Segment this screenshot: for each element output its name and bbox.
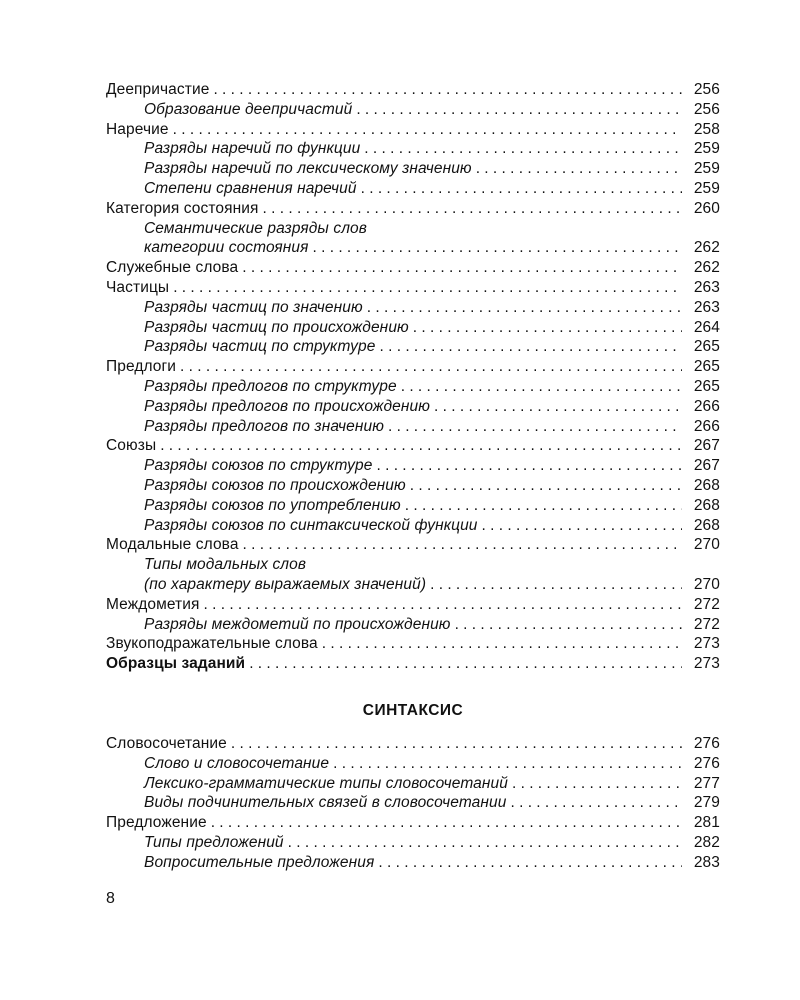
toc-entry: [106, 278, 720, 298]
toc-entry-title: Разряды наречий по функции: [144, 140, 361, 158]
toc-entry-title: Союзы: [106, 437, 157, 455]
toc-entry-title: Междометия: [106, 595, 200, 613]
toc-entry-page: 283: [693, 853, 720, 871]
toc-entry-page: 263: [693, 278, 720, 296]
dot-leader: [213, 80, 682, 100]
toc-subentry: [106, 516, 720, 536]
toc-entry-title: Предлоги: [106, 358, 177, 376]
toc-entry-page: 267: [693, 437, 720, 455]
toc-entry: [106, 535, 720, 555]
table-of-contents: [106, 80, 720, 872]
toc-entry-title: Разряды междометий по происхождению: [144, 615, 451, 633]
toc-entry-page: 259: [693, 140, 720, 158]
dot-leader: [388, 417, 682, 437]
toc-entry-title: Категория состояния: [106, 199, 259, 217]
toc-entry-title: Виды подчинительных связей в словосочетании: [144, 794, 507, 812]
dot-leader: [263, 199, 682, 219]
toc-entry-title: Образцы заданий: [106, 655, 246, 673]
dot-leader: [410, 476, 682, 496]
toc-entry: [106, 595, 720, 615]
toc-entry-page: 266: [693, 417, 720, 435]
toc-entry: [106, 734, 720, 754]
toc-subentry: [106, 159, 720, 179]
toc-entry-page: 272: [693, 595, 720, 613]
dot-leader: [379, 337, 682, 357]
dot-leader: [322, 634, 682, 654]
toc-entry-title: Разряды частиц по происхождению: [144, 318, 409, 336]
toc-entry-title: Разряды союзов по происхождению: [144, 476, 406, 494]
dot-leader: [476, 159, 682, 179]
toc-entry-title: Разряды наречий по лексическому значению: [144, 160, 472, 178]
toc-entry: [106, 258, 720, 278]
toc-entry-page: 270: [693, 575, 720, 593]
page-number: 8: [106, 890, 115, 907]
dot-leader: [510, 793, 682, 813]
toc-entry-title: Служебные слова: [106, 259, 239, 277]
toc-entry-title: (по характеру выражаемых значений): [144, 575, 427, 593]
dot-leader: [378, 853, 682, 873]
toc-entry-title: Модальные слова: [106, 536, 239, 554]
toc-entry-title: Разряды союзов по структуре: [144, 457, 373, 475]
dot-leader: [211, 813, 682, 833]
toc-subentry: [106, 139, 720, 159]
toc-entry-title: Степени сравнения наречий: [144, 179, 357, 197]
toc-list-morphology: [106, 80, 720, 674]
toc-entry: [106, 813, 720, 833]
toc-subentry: [106, 318, 720, 338]
toc-entry: [106, 80, 720, 100]
toc-subentry: [106, 615, 720, 635]
toc-entry-page: 277: [693, 774, 720, 792]
toc-entry-page: 273: [693, 635, 720, 653]
toc-entry-title: Разряды частиц по структуре: [144, 338, 376, 356]
toc-subentry: [106, 476, 720, 496]
toc-entry-page: 282: [693, 833, 720, 851]
toc-entry-page: 265: [693, 377, 720, 395]
toc-entry-title: Лексико-грамматические типы словосочетаний: [144, 774, 508, 792]
toc-entry-page: 264: [693, 318, 720, 336]
toc-subentry: [106, 496, 720, 516]
toc-entry: [106, 199, 720, 219]
dot-leader: [242, 258, 682, 278]
toc-entry-title: Частицы: [106, 278, 170, 296]
toc-entry-page: 256: [693, 81, 720, 98]
toc-entry-title: Разряды предлогов по происхождению: [144, 397, 431, 415]
dot-leader: [482, 516, 682, 536]
toc-entry: [106, 436, 720, 456]
toc-subentry: [106, 793, 720, 813]
toc-entry-title: Типы предложений: [144, 833, 284, 851]
toc-entry: [106, 634, 720, 654]
dot-leader: [376, 456, 682, 476]
dot-leader: [430, 575, 682, 595]
toc-subentry: [106, 555, 720, 595]
toc-entry-title: категории состояния: [144, 239, 309, 257]
toc-entry-page: 265: [693, 338, 720, 356]
toc-entry-title: Образование деепричастий: [144, 100, 353, 118]
dot-leader: [249, 654, 682, 674]
toc-entry-title: Разряды союзов по употреблению: [144, 496, 401, 514]
dot-leader: [367, 298, 682, 318]
dot-leader: [160, 436, 682, 456]
dot-leader: [288, 833, 682, 853]
toc-entry: [106, 654, 720, 674]
toc-entry-page: 279: [693, 794, 720, 812]
toc-entry-page: 262: [693, 239, 720, 257]
toc-entry-page: 267: [693, 457, 720, 475]
toc-entry-title: Разряды союзов по синтаксической функции: [144, 516, 478, 534]
toc-entry-title: Разряды частиц по значению: [144, 298, 363, 316]
toc-entry-page: 263: [693, 298, 720, 316]
section-heading-syntax: СИНТАКСИС: [362, 701, 464, 719]
dot-leader: [401, 377, 682, 397]
toc-list-syntax: [106, 734, 720, 873]
toc-subentry: [106, 774, 720, 794]
toc-entry-row: [106, 575, 720, 595]
toc-entry-title: Словосочетание: [106, 734, 227, 752]
toc-subentry: [106, 100, 720, 120]
dot-leader: [356, 100, 682, 120]
toc-subentry: [106, 456, 720, 476]
dot-leader: [512, 774, 682, 794]
toc-entry-page: 270: [693, 536, 720, 554]
dot-leader: [203, 595, 682, 615]
toc-entry-page: 276: [693, 754, 720, 772]
toc-entry-page: 268: [693, 496, 720, 514]
toc-entry-page: 273: [693, 655, 720, 673]
toc-entry-page: 258: [693, 120, 720, 138]
toc-entry-title: Звукоподражательные слова: [106, 635, 318, 653]
toc-subentry: [106, 337, 720, 357]
toc-entry-page: 259: [693, 160, 720, 178]
toc-entry-page: 266: [693, 397, 720, 415]
toc-subentry: [106, 179, 720, 199]
dot-leader: [405, 496, 682, 516]
toc-entry-title: Вопросительные предложения: [144, 853, 375, 871]
dot-leader: [231, 734, 682, 754]
toc-entry-page: 259: [693, 179, 720, 197]
toc-entry-title: Наречие: [106, 120, 169, 138]
toc-subentry: [106, 377, 720, 397]
dot-leader: [455, 615, 682, 635]
toc-entry-page: 256: [693, 100, 720, 118]
toc-entry-title-line1: Типы модальных слов: [144, 556, 307, 574]
toc-entry-row: [106, 238, 720, 258]
toc-entry-page: 265: [693, 358, 720, 376]
toc-entry-page: 276: [693, 734, 720, 752]
dot-leader: [413, 318, 682, 338]
toc-entry-page: 262: [693, 259, 720, 277]
toc-subentry: [106, 833, 720, 853]
dot-leader: [434, 397, 682, 417]
dot-leader: [312, 238, 682, 258]
dot-leader: [173, 120, 682, 140]
toc-entry-page: 260: [693, 199, 720, 217]
toc-entry-title: Предложение: [106, 814, 207, 832]
dot-leader: [243, 535, 682, 555]
toc-subentry: [106, 397, 720, 417]
dot-leader: [173, 278, 682, 298]
dot-leader: [364, 139, 682, 159]
dot-leader: [180, 357, 682, 377]
toc-entry-page: 272: [693, 615, 720, 633]
toc-entry-title: Разряды предлогов по структуре: [144, 377, 397, 395]
toc-subentry: [106, 853, 720, 873]
toc-entry: [106, 357, 720, 377]
toc-entry-page: 268: [693, 516, 720, 534]
toc-entry-title-line1: Семантические разряды слов: [144, 219, 367, 237]
dot-leader: [333, 754, 682, 774]
dot-leader: [361, 179, 682, 199]
toc-entry-title: Деепричастие: [106, 81, 210, 98]
toc-entry-title: Слово и словосочетание: [144, 754, 330, 772]
toc-entry-page: 268: [693, 476, 720, 494]
toc-subentry: [106, 754, 720, 774]
toc-entry-title: Разряды предлогов по значению: [144, 417, 384, 435]
toc-entry: [106, 120, 720, 140]
toc-subentry: [106, 219, 720, 259]
toc-subentry: [106, 417, 720, 437]
toc-entry-page: 281: [693, 814, 720, 832]
toc-subentry: [106, 298, 720, 318]
